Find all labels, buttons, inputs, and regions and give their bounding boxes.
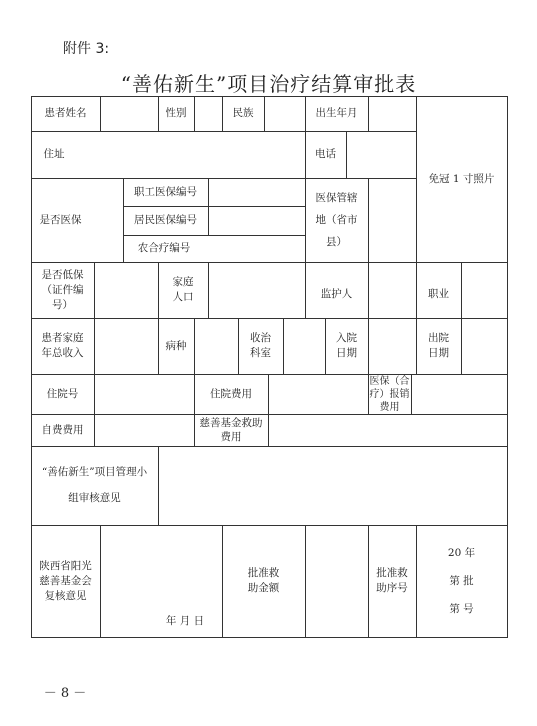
label-approval-seq: 批准救 助序号 [376, 567, 408, 594]
vline [411, 374, 412, 414]
label-family-income: 患者家庭 年总收入 [41, 332, 84, 359]
label-guardian: 监护人 [320, 287, 353, 300]
vline [268, 374, 269, 414]
vline [194, 96, 195, 131]
border-bottom [31, 637, 508, 638]
label-employee-insurance-no: 职工医保编号 [134, 185, 197, 198]
vline [346, 131, 347, 178]
vline [100, 525, 101, 637]
label-low-income: 是否低保 （证件编 号） [41, 268, 84, 311]
label-ethnicity: 民族 [232, 107, 254, 119]
label-charity-aid-cost: 慈善基金救助 费用 [199, 417, 263, 443]
vline [461, 262, 462, 318]
vline [368, 178, 369, 262]
label-team-review: “善佑新生”项目管理小 组审核意见 [41, 466, 148, 504]
vline [94, 262, 95, 318]
vline [208, 178, 209, 235]
vline [368, 318, 369, 374]
label-photo: 免冠 1 寸照片 [428, 172, 495, 185]
label-self-paid: 自费费用 [41, 423, 84, 436]
label-family-population: 家庭 人口 [172, 276, 194, 303]
label-rural-coop-no: 农合疗编号 [137, 242, 191, 254]
vline [305, 525, 306, 637]
vline [268, 414, 269, 446]
label-has-insurance: 是否医保 [39, 213, 82, 226]
vline [368, 96, 369, 131]
border-right [507, 96, 508, 638]
label-address: 住址 [43, 148, 65, 160]
label-hospital-no: 住院号 [46, 387, 79, 400]
label-phone: 电话 [315, 148, 336, 160]
hline [31, 131, 416, 132]
label-patient-name: 患者姓名 [44, 107, 87, 119]
label-resident-insurance-no: 居民医保编号 [134, 214, 197, 226]
vline [94, 318, 95, 374]
vline [283, 318, 284, 374]
label-approved-amount: 批准救 助金额 [247, 567, 280, 594]
page-number: － 8 － [43, 686, 87, 701]
vline [100, 96, 101, 131]
label-foundation-review: 陕西省阳光 慈善基金会 复核意见 [39, 559, 92, 602]
label-hospital-cost: 住院费用 [210, 387, 252, 400]
label-discharge-date: 出院 日期 [428, 332, 449, 359]
label-insurance-reimbursed: 医保（合 疗）报销 费用 [369, 375, 410, 413]
label-admission-date: 入院 日期 [336, 332, 357, 359]
vline [194, 318, 195, 374]
vline [208, 262, 209, 318]
vline [94, 374, 95, 414]
label-disease: 病种 [165, 339, 187, 352]
vline [158, 446, 159, 525]
date-line: 年 月 日 [165, 614, 205, 627]
vline [264, 96, 265, 131]
label-department: 收治 科室 [250, 332, 271, 359]
label-gender: 性别 [165, 107, 187, 119]
vline [368, 262, 369, 318]
vline [94, 414, 95, 446]
form-title: “善佑新生”项目治疗结算审批表 [120, 72, 417, 96]
vline [461, 318, 462, 374]
hline [31, 374, 508, 375]
label-insurance-region: 医保管辖 地（省市 县） [315, 192, 358, 248]
label-approval-no: 20 年 第 批 第 号 [447, 547, 476, 615]
label-occupation: 职业 [428, 287, 449, 300]
attachment-label: 附件 3: [63, 41, 110, 57]
label-birth-date: 出生年月 [315, 107, 358, 119]
hline [31, 414, 508, 415]
